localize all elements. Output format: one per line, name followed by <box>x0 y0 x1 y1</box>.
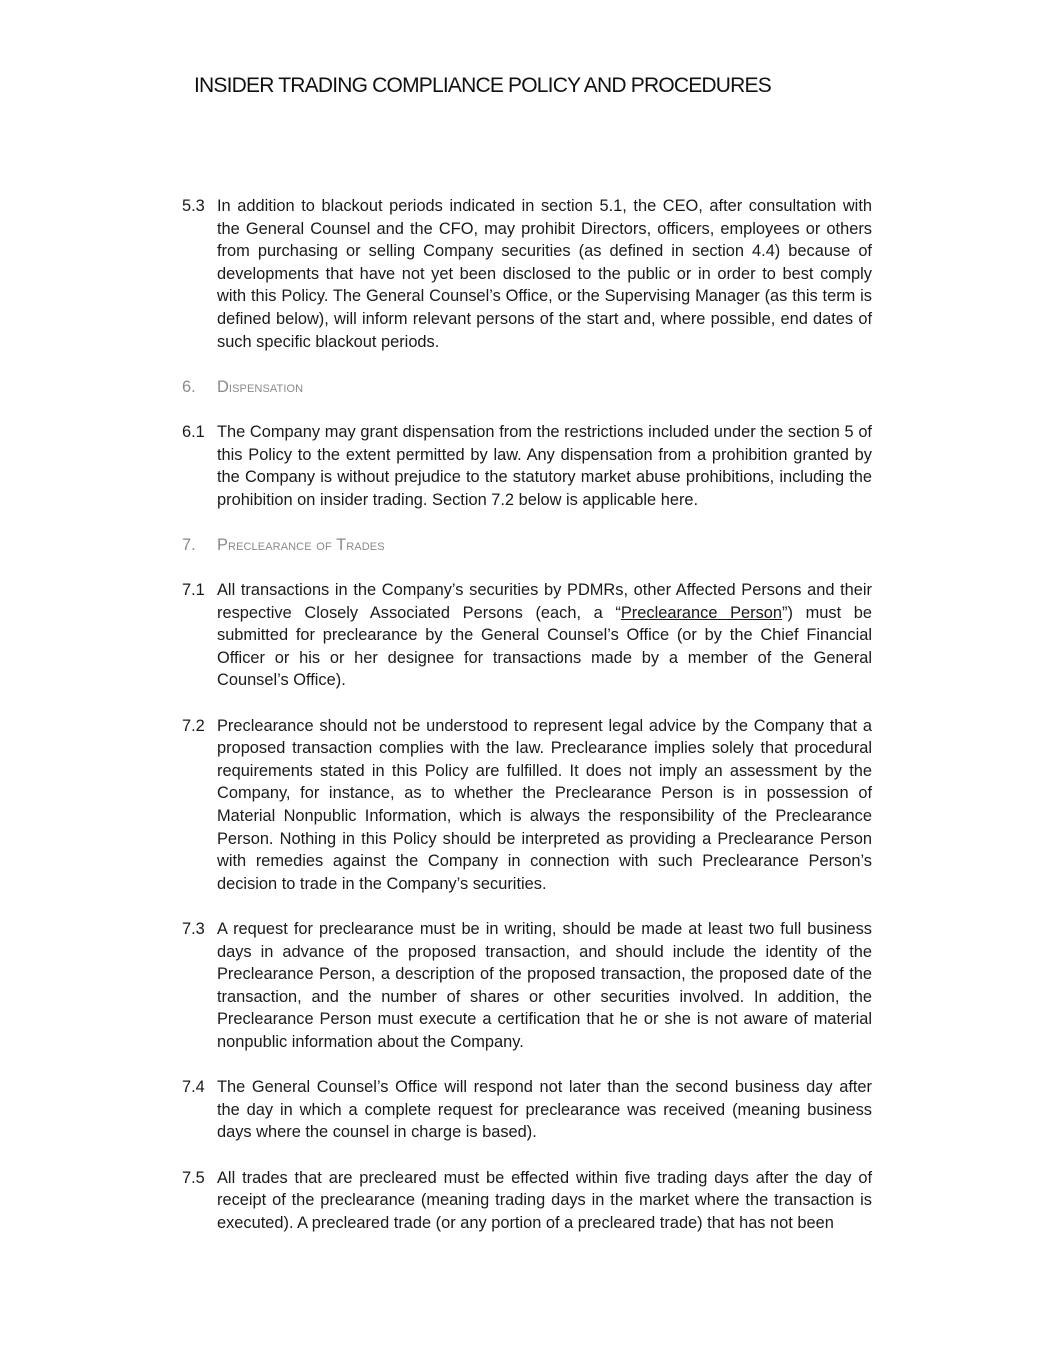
clause-number: 5.3 <box>182 197 205 215</box>
clause-text: All trades that are precleared must be effected within five trading days after the day of receipt of the preclearance (meaning trading days in the market where the transaction is executed). A precleared trade (or any portion of a precleared trade) that has not been <box>217 1168 872 1232</box>
section-number: 6. <box>182 377 196 396</box>
clause-number: 7.5 <box>182 1168 205 1187</box>
clause-7-5 <box>182 1167 872 1235</box>
clause-text: A request for preclearance must be in writing, should be made at least two full business days in advance of the proposed transaction, and should include the identity of the Preclearance Person, a description of the proposed transaction, the proposed date of the transaction, and the number of shares or other securities involved. In addition, the Preclearance Person must execute a certification that he or she is not aware of material nonpublic information about the Company. <box>217 920 872 1051</box>
clause-number: 7.2 <box>182 716 205 735</box>
clause-text <box>217 579 872 692</box>
clause-text: The General Counsel’s Office will respond not later than the second business day after the day in which a complete request for preclearance was received (meaning business days where the counsel in charge is based). <box>217 1078 872 1142</box>
clause-text: Preclearance should not be understood to represent legal advice by the Company that a proposed transaction complies with the law. Preclearance implies solely that procedural requirements stated in this Policy are fulfilled. It does not imply an assessment by the Company, for instance, as to whether the Preclearance Person is in possession of Material Nonpublic Information, which is always the responsibility of the Preclearance Person. Nothing in this Policy should be interpreted as providing a Preclearance Person with remedies against the Company in connection with such Preclearance Person’s decision to trade in the Company’s securities. <box>217 716 872 893</box>
clause-text: In addition to blackout periods indicated in section 5.1, the CEO, after consultation with the General Counsel and the CFO, may prohibit Directors, officers, employees or others from purchasing or selling Company securities (as defined in section 4.4) because of developments that have not yet been disclosed to the public or in order to best comply with this Policy. The General Counsel’s Office, or the Supervising Manager (as this term is defined below), will inform relevant persons of the start and, where possible, end dates of such specific blackout periods. <box>217 197 872 351</box>
clause-text-end: ”) must be submitted for preclearance by the General Counsel’s Office (or by the Chief Financial Officer or his or her designee for transactions made by a member of the General Counsel’s Office). <box>217 603 873 690</box>
clause-text: The Company may grant dispensation from the restrictions included under the section 5 of this Policy to the extent permitted by law. Any dispensation from a prohibition granted by the Company is without prejudice to the statutory market abuse prohibitions, including the prohibition on insider trading. Section 7.2 below is applicable here. <box>217 422 872 509</box>
clause-6-1 <box>182 421 872 511</box>
clause-7-2 <box>182 715 872 896</box>
clause-7-1 <box>182 579 872 692</box>
defined-term: Preclearance Person <box>620 603 783 622</box>
section-heading-7 <box>182 534 872 557</box>
document-body <box>182 195 872 1257</box>
clause-text-start: All transactions in the Company’s securities by PDMRs, other Affected Persons and their respective Closely Associated Persons (each, a “ <box>217 581 872 622</box>
section-number: 7. <box>182 535 196 554</box>
section-heading-6 <box>182 376 872 399</box>
clause-number: 7.4 <box>182 1078 205 1097</box>
clause-number: 7.3 <box>182 920 205 938</box>
section-title: Preclearance of Trades <box>217 535 385 554</box>
clause-7-3 <box>182 918 872 1054</box>
clause-5-3 <box>182 195 872 353</box>
clause-7-4 <box>182 1076 872 1144</box>
clause-number: 7.1 <box>182 581 205 600</box>
page-header-title: INSIDER TRADING COMPLIANCE POLICY AND PROCEDURES <box>194 74 771 97</box>
section-title: Dispensation <box>217 377 304 396</box>
clause-number: 6.1 <box>182 422 205 441</box>
